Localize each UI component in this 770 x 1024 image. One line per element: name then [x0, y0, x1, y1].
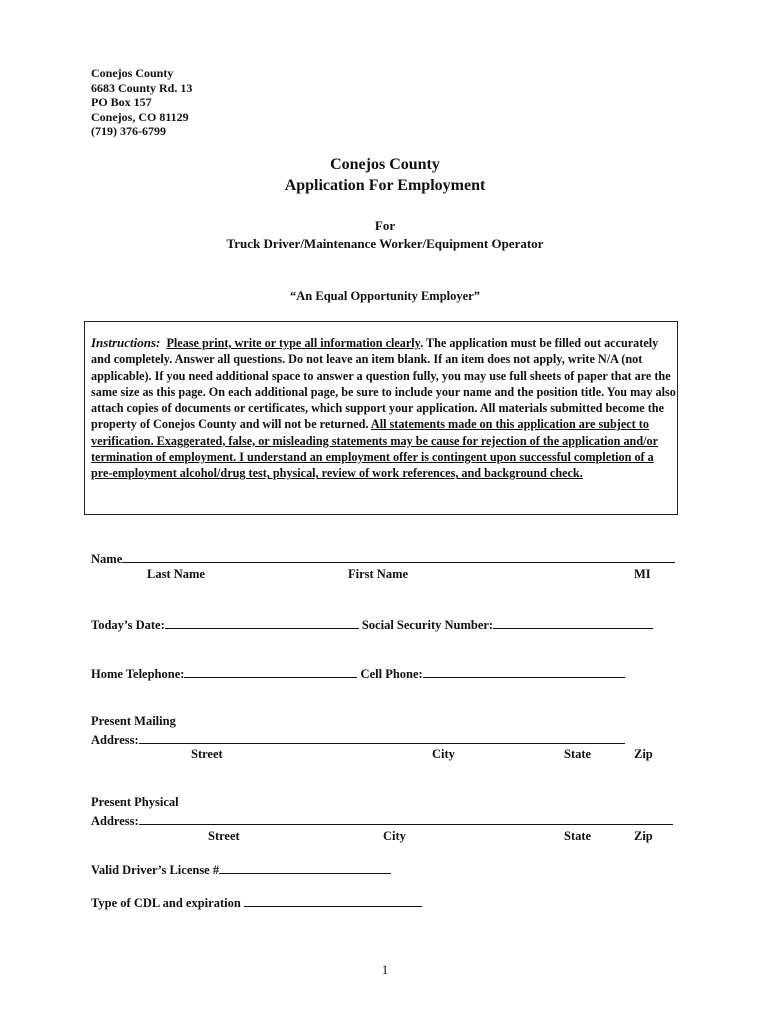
ssn-label: Social Security Number: [361, 618, 494, 632]
physical-address-input-line[interactable] [139, 812, 673, 825]
mailing-address-field [91, 731, 625, 748]
home-phone-input-line[interactable] [184, 665, 357, 678]
license-field [91, 861, 391, 878]
instructions-text [91, 335, 676, 482]
date-input-line[interactable] [165, 616, 359, 629]
instructions-underlined-1: Please print, write or type all information clearly [166, 336, 421, 350]
physical-state-caption: State [564, 829, 592, 843]
sender-po-box: PO Box 157 [91, 95, 152, 109]
physical-zip-caption: Zip [634, 829, 653, 843]
name-input-line[interactable] [122, 550, 675, 563]
sender-phone: (719) 376-6799 [91, 124, 166, 138]
name-field [91, 550, 675, 567]
physical-street-caption: Street [208, 829, 240, 843]
cell-phone-label: Cell Phone: [360, 667, 423, 681]
mailing-city-caption: City [432, 747, 455, 761]
phone-row [91, 665, 625, 682]
name-label: Name [91, 552, 123, 566]
document-title: Conejos County [330, 156, 440, 173]
cdl-input-line[interactable] [244, 894, 422, 907]
eoe-statement: “An Equal Opportunity Employer” [290, 289, 480, 303]
physical-label-line-1: Present Physical [91, 795, 179, 809]
license-input-line[interactable] [219, 861, 391, 874]
physical-address-field [91, 812, 673, 829]
mailing-state-caption: State [564, 747, 592, 761]
mailing-label-line-1: Present Mailing [91, 714, 176, 728]
cdl-label: Type of CDL and expiration [91, 896, 241, 910]
mailing-address-input-line[interactable] [139, 731, 625, 744]
home-phone-label: Home Telephone: [91, 667, 185, 681]
sender-city-state-zip: Conejos, CO 81129 [91, 109, 189, 124]
last-name-caption: Last Name [147, 567, 205, 581]
date-ssn-row [91, 616, 653, 633]
physical-label-line-2: Address: [91, 814, 139, 828]
mi-caption: MI [634, 567, 651, 581]
cdl-field [91, 894, 422, 911]
position-title: Truck Driver/Maintenance Worker/Equipment Operator [226, 236, 544, 251]
mailing-zip-caption: Zip [634, 747, 653, 761]
mailing-label-line-2: Address: [91, 733, 139, 747]
page-number: 1 [381, 962, 389, 977]
license-label: Valid Driver’s License # [91, 863, 220, 877]
instructions-body: . The application must be filled out accurately and completely. Answer all questions. Do not leave an item blank. If an item does not apply, write N/A (not applicable). If you need additional space to answer a question fully, you may use full sheets of paper that are the same size as this page. On each additional page, be sure to include your name and the position title. You may also attach copies of documents or certificates, which support your application. All materials submitted become the property of Conejos County and will not be returned. [91, 336, 676, 432]
instructions-underlined-2: All statements made on this application are subject to verification. Exaggerated, false, or misleading statements may be cause for rejection of the application and/or termination of employment. I understand an employment offer is contingent upon successful completion of a pre-employment alcohol/drug test, physical, review of work references, and background check. [91, 417, 658, 481]
ssn-input-line[interactable] [493, 616, 653, 629]
instructions-lead: Instructions: [91, 335, 161, 350]
cell-phone-input-line[interactable] [423, 665, 625, 678]
sender-street: 6683 County Rd. 13 [91, 80, 193, 95]
date-label: Today’s Date: [91, 618, 165, 632]
document-subtitle: Application For Employment [284, 177, 486, 194]
sender-address [91, 66, 192, 139]
mailing-street-caption: Street [191, 747, 223, 761]
first-name-caption: First Name [348, 567, 409, 581]
sender-org: Conejos County [91, 66, 174, 80]
for-label: For [374, 218, 396, 233]
physical-city-caption: City [383, 829, 406, 843]
